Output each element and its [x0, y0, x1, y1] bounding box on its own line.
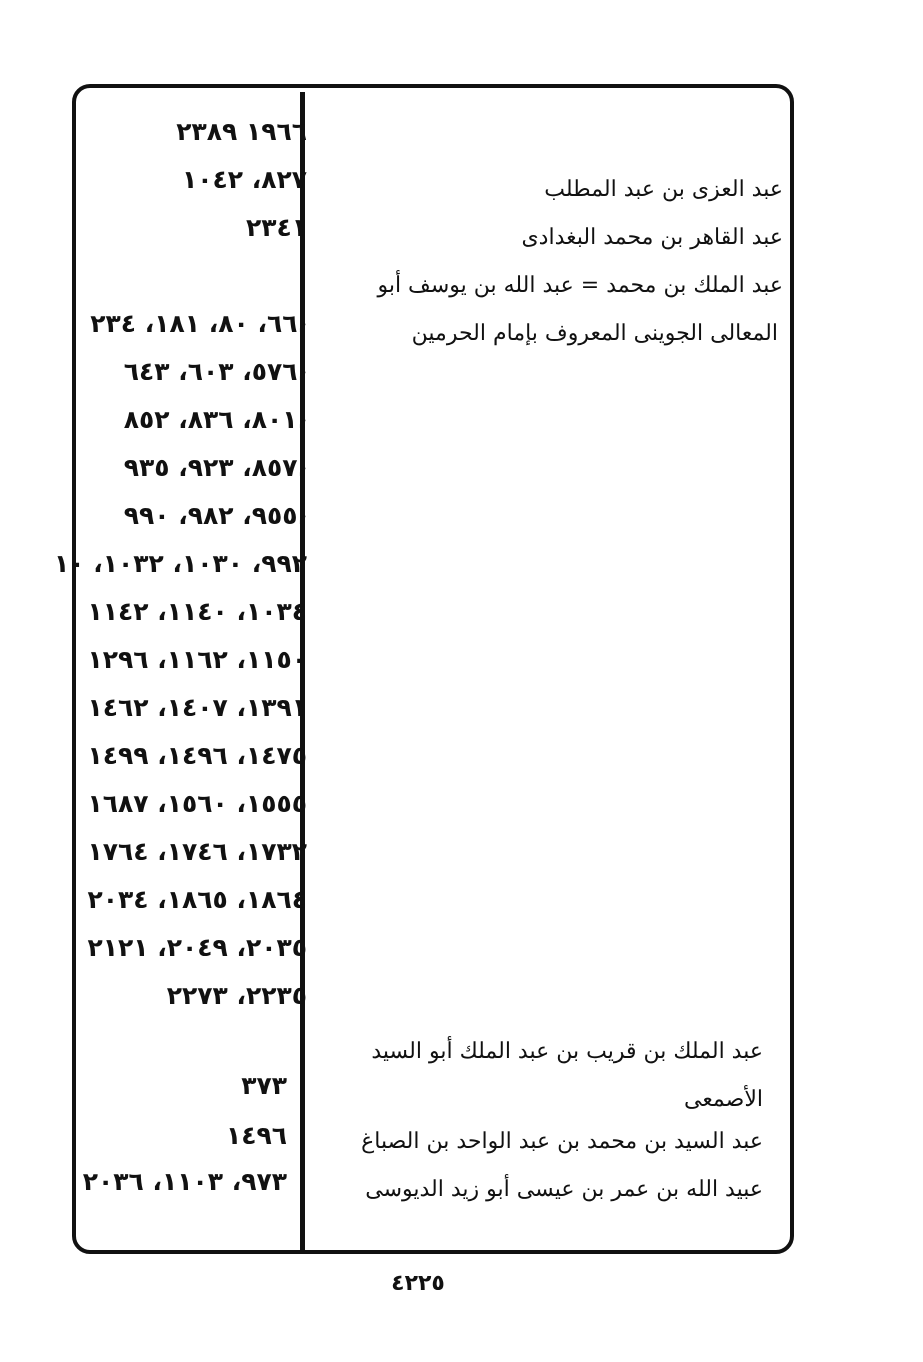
reference-line: ٩٥٥، ٩٨٢، ٩٩٠، — [123, 501, 307, 530]
page-number: ٤٢٢٥ — [391, 1271, 445, 1296]
reference-line: ٩٧٣، ١١٠٣، ٢٠٣٦ — [82, 1167, 287, 1196]
reference-line: ٢٠٣٥، ٢٠٤٩، ٢١٢١ — [87, 933, 307, 962]
reference-line: ١٤٧٥، ١٤٩٦، ١٤٩٩ — [87, 741, 307, 770]
name-entry: عبيد الله بن عمر بن عيسى أبو زيد الديوسى — [365, 1177, 763, 1202]
reference-line: ٣٧٣ — [241, 1071, 287, 1100]
reference-line: ١٨٦٤، ١٨٦٥، ٢٠٣٤ — [87, 885, 307, 914]
reference-line: ٢٣٤١ — [245, 213, 307, 242]
reference-line: ١٩٦٦ ٢٣٨٩ — [176, 117, 307, 146]
name-entry: عبد السيد بن محمد بن عبد الواحد بن الصباغ — [361, 1129, 763, 1154]
name-entry: عبد العزى بن عبد المطلب — [544, 177, 783, 202]
reference-line: ١٤٩٦ — [225, 1121, 287, 1150]
reference-line: ١٧٣٢، ١٧٤٦، ١٧٦٤ — [87, 837, 307, 866]
reference-line: ١٠٣٤، ١١٤٠، ١١٤٢ — [87, 597, 307, 626]
name-entry: عبد الملك بن محمد = عبد الله بن يوسف أبو — [377, 273, 783, 298]
reference-line: ٨٥٧، ٩٢٣، ٩٣٥، — [123, 453, 307, 482]
name-entry: عبد القاهر بن محمد البغدادى — [521, 225, 783, 250]
name-entry-continuation: المعالى الجوينى المعروف بإمام الحرمين — [411, 321, 778, 346]
reference-line: ٦٦، ٨٠، ١٨١، ٢٣٤، — [90, 309, 307, 338]
reference-line: ٨٠١، ٨٣٦، ٨٥٢، — [123, 405, 307, 434]
reference-line: ٢٢٣٥، ٢٢٧٣ — [166, 981, 307, 1010]
reference-line: ٥٧٦، ٦٠٣، ٦٤٣، — [123, 357, 307, 386]
reference-line: ١٥٥٥، ١٥٦٠، ١٦٨٧ — [87, 789, 307, 818]
reference-line: ٨٢٧، ١٠٤٢ — [181, 165, 307, 194]
reference-line: ٩٩٢، ١٠٣٠، ١٠٣٢، ١٠ — [53, 549, 307, 578]
name-entry: عبد الملك بن قريب بن عبد الملك أبو السيد — [371, 1039, 763, 1064]
reference-line: ١٣٩١، ١٤٠٧، ١٤٦٢ — [87, 693, 307, 722]
reference-line: ١١٥٠، ١١٦٢، ١٢٩٦ — [87, 645, 307, 674]
name-entry-continuation: الأصمعى — [683, 1087, 763, 1112]
